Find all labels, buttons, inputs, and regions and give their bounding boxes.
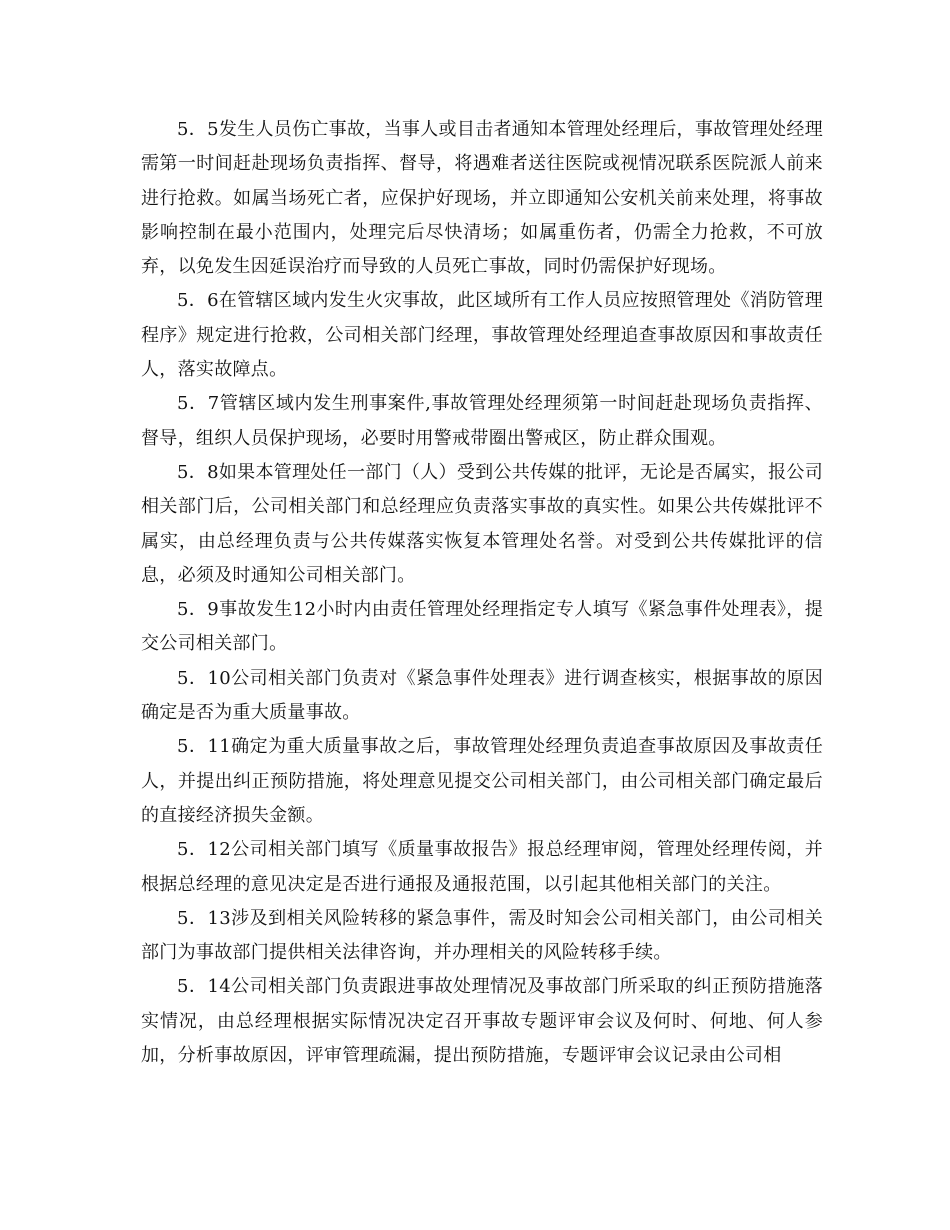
paragraph-5-9: 5．9事故发生12小时内由责任管理处经理指定专人填写《紧急事件处理表》，提交公司相关部门。	[141, 599, 823, 655]
paragraph-5-11: 5．11确定为重大质量事故之后，事故管理处经理负责追查事故原因及事故责任人，并提出纠正预防措施，将处理意见提交公司相关部门，由公司相关部门确定最后的直接经济损失金额。	[141, 736, 823, 826]
paragraph-5-14: 5．14公司相关部门负责跟进事故处理情况及事故部门所采取的纠正预防措施落实情况，由总经理根据实际情况决定召开事故专题评审会议及何时、何地、何人参加，分析事故原因，评审管理疏漏，提出预防措施，专题评审会议记录由公司相	[141, 976, 823, 1067]
paragraph-5-10: 5．10公司相关部门负责对《紧急事件处理表》进行调查核实，根据事故的原因确定是否为重大质量事故。	[141, 667, 823, 724]
paragraph-5-8: 5．8如果本管理处任一部门（人）受到公共传媒的批评，无论是否属实，报公司相关部门后，公司相关部门和总经理应负责落实事故的真实性。如果公共传媒批评不属实，由总经理负责与公共传媒落实恢复本管理处名誉。对受到公共传媒批评的信息，必须及时通知公司相关部门。	[141, 461, 823, 586]
paragraph-5-5: 5．5发生人员伤亡事故，当事人或目击者通知本管理处经理后，事故管理处经理需第一时间赶赴现场负责指挥、督导，将遇难者送往医院或视情况联系医院派人前来进行抢救。如属当场死亡者，应保护好现场，并立即通知公安机关前来处理，将事故影响控制在最小范围内，处理完后尽快清场；如属重伤者，仍需全力抢救，不可放弃，以免发生因延误治疗而导致的人员死亡事故，同时仍需保护好现场。	[141, 119, 823, 278]
paragraph-5-13: 5．13涉及到相关风险转移的紧急事件，需及时知会公司相关部门，由公司相关部门为事故部门提供相关法律咨询，并办理相关的风险转移手续。	[141, 907, 823, 964]
paragraph-5-12: 5．12公司相关部门填写《质量事故报告》报总经理审阅，管理处经理传阅，并根据总经理的意见决定是否进行通报及通报范围，以引起其他相关部门的关注。	[141, 839, 823, 895]
document-body	[141, 113, 823, 1073]
paragraph-5-6: 5．6在管辖区域内发生火灾事故，此区域所有工作人员应按照管理处《消防管理程序》规定进行抢救，公司相关部门经理，事故管理处经理追查事故原因和事故责任人，落实故障点。	[141, 290, 823, 381]
paragraph-5-7: 5．7管辖区域内发生刑事案件,事故管理处经理须第一时间赶赴现场负责指挥、督导，组织人员保护现场，必要时用警戒带圈出警戒区，防止群众围观。	[141, 393, 823, 449]
